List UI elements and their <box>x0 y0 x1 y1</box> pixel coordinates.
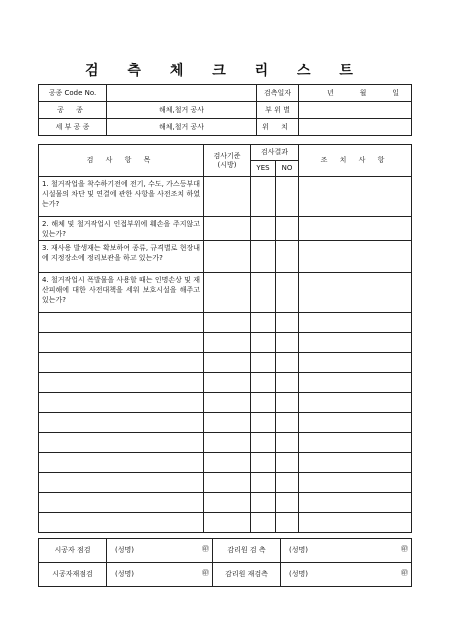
no-checkbox-cell[interactable] <box>276 473 299 493</box>
standard-cell[interactable] <box>204 177 251 217</box>
no-checkbox-cell[interactable] <box>276 313 299 333</box>
standard-cell[interactable] <box>204 433 251 453</box>
standard-header <box>204 145 251 177</box>
action-cell[interactable] <box>299 241 412 273</box>
blank-checklist-row <box>39 393 412 413</box>
action-cell[interactable] <box>299 393 412 413</box>
result-header: 검사결과 <box>251 145 299 161</box>
action-cell[interactable] <box>299 333 412 353</box>
item-cell[interactable] <box>39 353 204 373</box>
no-checkbox-cell[interactable] <box>276 513 299 533</box>
item-cell[interactable] <box>39 453 204 473</box>
no-checkbox-cell[interactable] <box>276 393 299 413</box>
action-cell[interactable] <box>299 353 412 373</box>
blank-checklist-row <box>39 433 412 453</box>
standard-cell[interactable] <box>204 353 251 373</box>
seal-icon: ㊞ <box>202 569 209 577</box>
action-cell[interactable] <box>299 413 412 433</box>
action-cell[interactable] <box>299 433 412 453</box>
seal-icon: ㊞ <box>401 545 408 553</box>
standard-cell[interactable] <box>204 373 251 393</box>
position-label: 위 치 <box>257 119 299 136</box>
action-header: 조 치 사 항 <box>299 145 412 177</box>
standard-cell[interactable] <box>204 413 251 433</box>
seal-icon: ㊞ <box>401 569 408 577</box>
yes-checkbox-cell[interactable] <box>251 241 276 273</box>
supervisor-recheck-signature[interactable] <box>281 563 412 587</box>
action-cell[interactable] <box>299 513 412 533</box>
blank-checklist-row <box>39 493 412 513</box>
yes-checkbox-cell[interactable] <box>251 473 276 493</box>
signature-table <box>38 538 412 587</box>
work-type-value: 해체,철거 공사 <box>107 102 257 119</box>
no-checkbox-cell[interactable] <box>276 333 299 353</box>
blank-checklist-row <box>39 473 412 493</box>
supervisor-check-signature[interactable] <box>281 539 412 563</box>
standard-cell[interactable] <box>204 513 251 533</box>
no-checkbox-cell[interactable] <box>276 273 299 313</box>
yes-checkbox-cell[interactable] <box>251 413 276 433</box>
inspection-date-label: 검측일자 <box>257 85 299 102</box>
checklist-row <box>39 273 412 313</box>
blank-checklist-row <box>39 413 412 433</box>
position-field[interactable] <box>299 119 412 136</box>
yes-checkbox-cell[interactable] <box>251 353 276 373</box>
item-cell[interactable] <box>39 513 204 533</box>
standard-header-line2: (시방) <box>217 160 237 169</box>
blank-checklist-row <box>39 333 412 353</box>
checklist-item-text: 1. 철거작업을 착수하기전에 전기, 수도, 가스등부대시설물의 차단 및 연결에 관한 사항을 사전조치 하였는가? <box>39 177 204 217</box>
no-checkbox-cell[interactable] <box>276 373 299 393</box>
standard-cell[interactable] <box>204 241 251 273</box>
yes-checkbox-cell[interactable] <box>251 273 276 313</box>
checklist-row <box>39 241 412 273</box>
action-cell[interactable] <box>299 177 412 217</box>
action-cell[interactable] <box>299 217 412 241</box>
code-value-field[interactable] <box>107 85 257 102</box>
yes-checkbox-cell[interactable] <box>251 333 276 353</box>
yes-checkbox-cell[interactable] <box>251 313 276 333</box>
standard-cell[interactable] <box>204 453 251 473</box>
constructor-recheck-signature[interactable] <box>107 563 213 587</box>
action-cell[interactable] <box>299 273 412 313</box>
yes-checkbox-cell[interactable] <box>251 433 276 453</box>
code-label: 공종 Code No. <box>39 85 107 102</box>
item-cell[interactable] <box>39 313 204 333</box>
action-cell[interactable] <box>299 453 412 473</box>
inspection-date-field[interactable] <box>299 85 412 102</box>
yes-checkbox-cell[interactable] <box>251 393 276 413</box>
blank-checklist-row <box>39 373 412 393</box>
header-info-table <box>38 84 412 136</box>
action-cell[interactable] <box>299 373 412 393</box>
checklist-item-text: 3. 재사용 발생재는 확보하여 종류, 규격별로 현장내에 지정장소에 정리보관을 하고 있는가? <box>39 241 204 273</box>
supervisor-check-label: 감리원 검 측 <box>213 539 281 563</box>
no-checkbox-cell[interactable] <box>276 433 299 453</box>
item-cell[interactable] <box>39 413 204 433</box>
action-cell[interactable] <box>299 313 412 333</box>
standard-cell[interactable] <box>204 333 251 353</box>
yes-checkbox-cell[interactable] <box>251 453 276 473</box>
signature-placeholder: (성명) <box>289 570 308 578</box>
constructor-recheck-label: 시공자재점검 <box>39 563 107 587</box>
checklist-table <box>38 144 412 533</box>
constructor-check-label: 시공자 점검 <box>39 539 107 563</box>
blank-checklist-row <box>39 513 412 533</box>
standard-cell[interactable] <box>204 313 251 333</box>
signature-placeholder: (성명) <box>115 570 134 578</box>
standard-cell[interactable] <box>204 393 251 413</box>
item-cell[interactable] <box>39 393 204 413</box>
location-field[interactable] <box>299 102 412 119</box>
yes-checkbox-cell[interactable] <box>251 177 276 217</box>
yes-checkbox-cell[interactable] <box>251 513 276 533</box>
standard-cell[interactable] <box>204 473 251 493</box>
no-checkbox-cell[interactable] <box>276 353 299 373</box>
item-cell[interactable] <box>39 473 204 493</box>
location-label: 부 위 별 <box>257 102 299 119</box>
action-cell[interactable] <box>299 493 412 513</box>
blank-checklist-row <box>39 313 412 333</box>
checklist-item-text: 4. 철거작업시 폭발물을 사용할 때는 인명손상 및 재산피해에 대한 사전대책을 세워 보호시설을 해주고 있는가? <box>39 273 204 313</box>
checklist-row <box>39 217 412 241</box>
standard-header-line1: 검사기준 <box>213 151 241 160</box>
signature-placeholder: (성명) <box>115 546 134 554</box>
item-cell[interactable] <box>39 373 204 393</box>
blank-checklist-row <box>39 453 412 473</box>
standard-cell[interactable] <box>204 273 251 313</box>
supervisor-recheck-label: 감리원 재검측 <box>213 563 281 587</box>
no-checkbox-cell[interactable] <box>276 453 299 473</box>
item-cell[interactable] <box>39 333 204 353</box>
sub-work-value: 해체,철거 공사 <box>107 119 257 136</box>
yes-header: YES <box>251 161 276 177</box>
constructor-check-signature[interactable] <box>107 539 213 563</box>
standard-cell[interactable] <box>204 493 251 513</box>
year-label: 년 <box>327 88 334 97</box>
checklist-item-text: 2. 해체 및 철거작업시 인접부위에 훼손을 주지않고 있는가? <box>39 217 204 241</box>
no-checkbox-cell[interactable] <box>276 413 299 433</box>
yes-checkbox-cell[interactable] <box>251 493 276 513</box>
blank-checklist-row <box>39 353 412 373</box>
no-header: NO <box>276 161 299 177</box>
work-type-label: 공 종 <box>39 102 107 119</box>
no-checkbox-cell[interactable] <box>276 493 299 513</box>
sub-work-label: 세 부 공 종 <box>39 119 107 136</box>
no-checkbox-cell[interactable] <box>276 241 299 273</box>
day-label: 일 <box>392 88 399 97</box>
inspection-item-header: 검 사 항 목 <box>39 145 204 177</box>
standard-cell[interactable] <box>204 217 251 241</box>
yes-checkbox-cell[interactable] <box>251 373 276 393</box>
item-cell[interactable] <box>39 493 204 513</box>
month-label: 월 <box>359 88 367 97</box>
signature-placeholder: (성명) <box>289 546 308 554</box>
no-checkbox-cell[interactable] <box>276 217 299 241</box>
checklist-row <box>39 177 412 217</box>
item-cell[interactable] <box>39 433 204 453</box>
yes-checkbox-cell[interactable] <box>251 217 276 241</box>
seal-icon: ㊞ <box>202 545 209 553</box>
no-checkbox-cell[interactable] <box>276 177 299 217</box>
action-cell[interactable] <box>299 473 412 493</box>
page-title: 검 측 체 크 리 스 트 <box>85 63 365 79</box>
